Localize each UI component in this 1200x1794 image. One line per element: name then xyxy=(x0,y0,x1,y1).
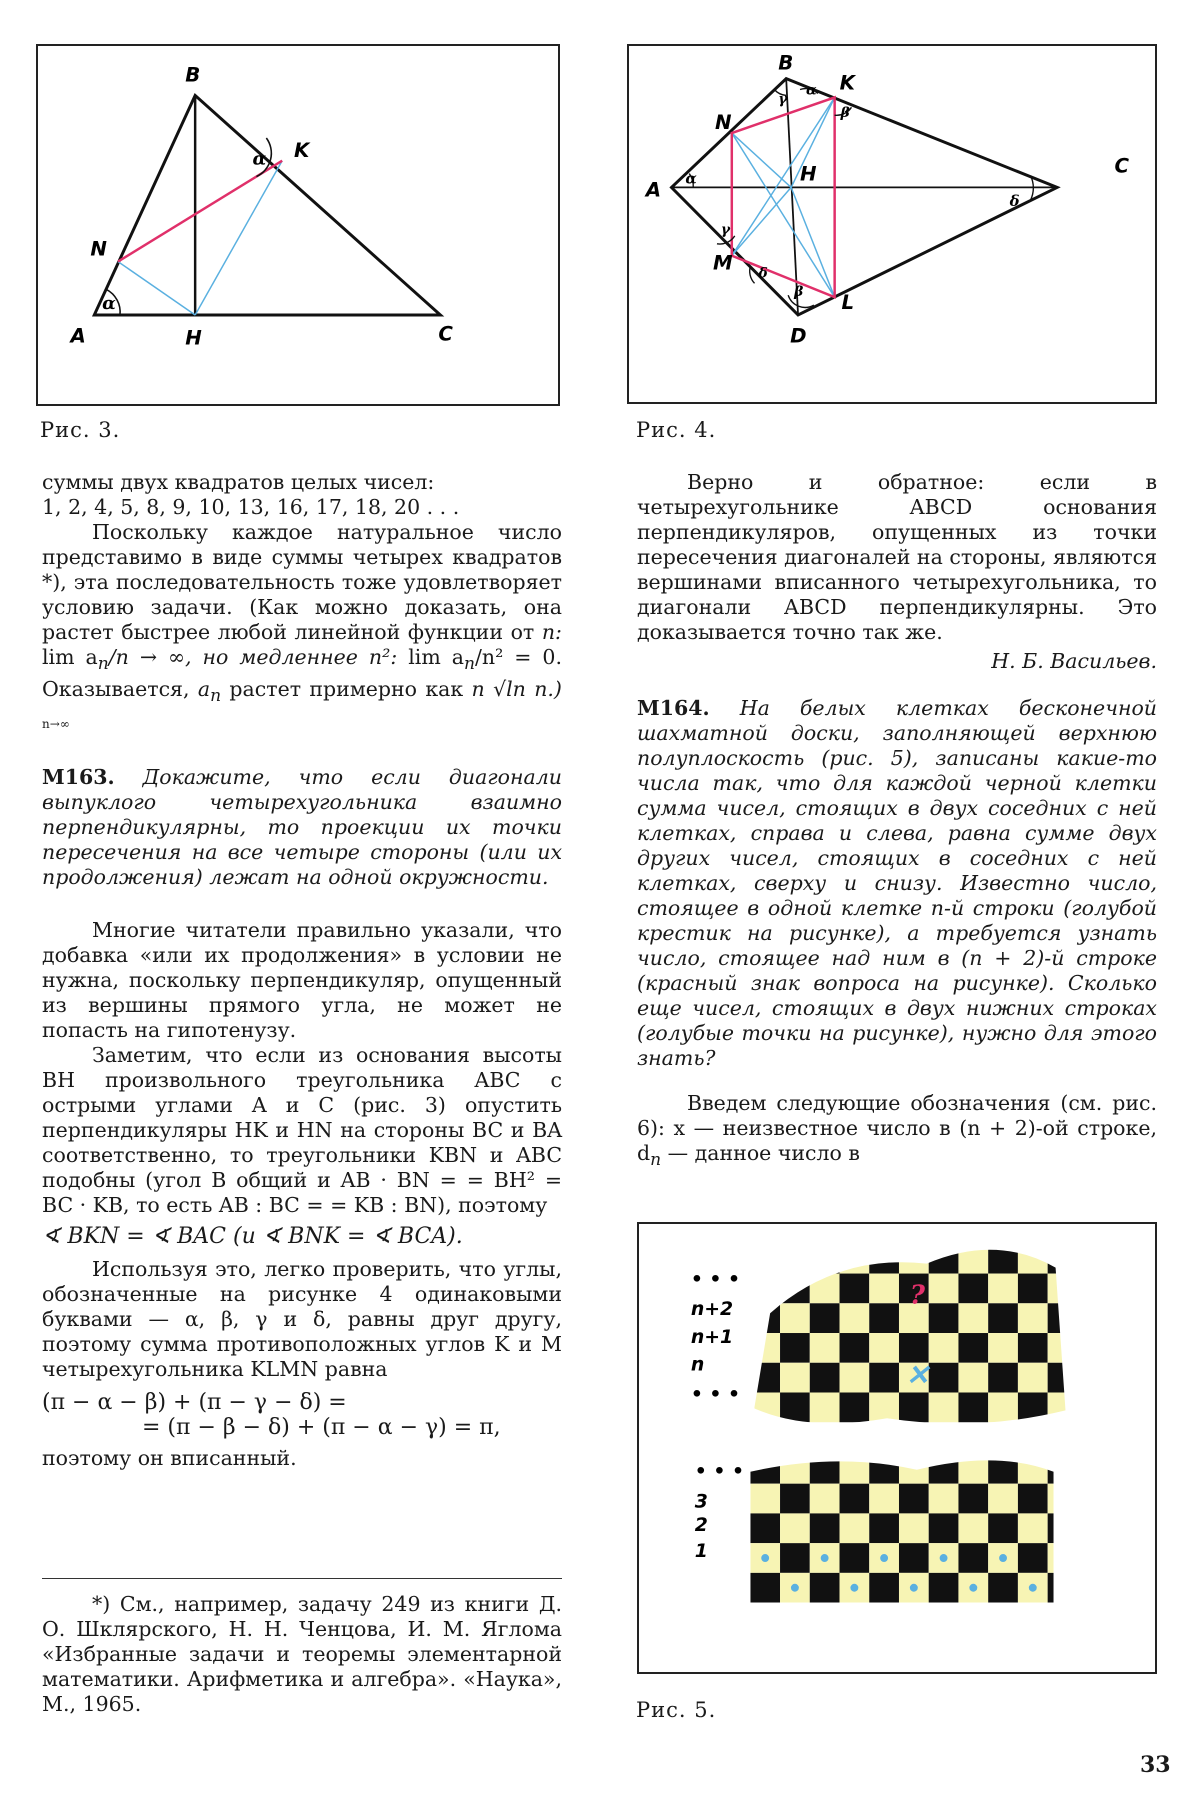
row-label-top: n+2 xyxy=(690,1299,734,1321)
white-cell xyxy=(899,1454,929,1484)
question-mark: ? xyxy=(909,1280,925,1311)
white-cell xyxy=(899,1513,929,1543)
black-cell xyxy=(810,1244,840,1274)
black-cell xyxy=(988,1303,1018,1333)
blue-dot xyxy=(940,1554,948,1562)
black-cell xyxy=(929,1513,959,1543)
footnote-rule xyxy=(42,1578,562,1579)
perp-hn xyxy=(118,262,195,315)
black-cell xyxy=(929,1363,959,1393)
black-cell xyxy=(929,1573,959,1603)
row-label-bottom: 1 xyxy=(694,1541,708,1563)
row-label-bottom: • • • xyxy=(694,1461,745,1483)
white-cell xyxy=(899,1244,929,1274)
blue-dot xyxy=(1059,1554,1067,1562)
black-cell xyxy=(780,1543,810,1573)
white-cell xyxy=(750,1274,780,1304)
left-para-5: Используя это, легко проверить, что углы, обозначенные на рисунке 4 одинаковыми буквами — α, β, γ и δ, равны друг другу, поэтому сумма противоположных углов K и M четырехугольника KLMN равна xyxy=(42,1257,562,1382)
row-label-top: • • • xyxy=(690,1384,741,1406)
page-number: 33 xyxy=(1140,1752,1171,1778)
white-cell xyxy=(988,1333,1018,1363)
white-cell xyxy=(869,1274,899,1304)
white-cell xyxy=(810,1274,840,1304)
left-para-4: Заметим, что если из основания высоты BH произвольного треугольника ABC с острыми углами A и C (рис. 3) опустить перпендикуляры HK и HN на стороны BC и BA соответственно, то треугольники KBN и ABC подобны (угол B общий и AB · BN = = BH² = BC · KB, то есть AB : BC = = KB : BN), поэтому xyxy=(42,1043,562,1218)
white-cell xyxy=(840,1244,870,1274)
board-top xyxy=(750,1244,1077,1422)
formula-angles: ∢ BKN = ∢ BAC (и ∢ BNK = ∢ BCA). xyxy=(42,1224,463,1250)
black-cell xyxy=(1018,1333,1048,1363)
black-cell xyxy=(810,1303,840,1333)
black-cell xyxy=(750,1244,780,1274)
label-b: B xyxy=(185,63,201,87)
black-cell xyxy=(780,1333,810,1363)
perp-hk xyxy=(195,161,282,315)
black-cell xyxy=(988,1454,1018,1484)
formula-sum-2: = (π − β − δ) + (π − α − γ) = π, xyxy=(142,1415,501,1441)
white-cell xyxy=(1018,1513,1048,1543)
figure-5-drawing xyxy=(639,1224,1155,1672)
blue-dot xyxy=(1029,1584,1037,1592)
blue-dot xyxy=(880,1554,888,1562)
white-cell xyxy=(958,1454,988,1484)
white-cell xyxy=(810,1392,840,1422)
white-cell xyxy=(780,1454,810,1484)
black-cell xyxy=(869,1303,899,1333)
black-cell xyxy=(1048,1513,1078,1543)
cross-mark: ✕ xyxy=(905,1358,930,1392)
signature: Н. Б. Васильев. xyxy=(991,649,1157,673)
white-cell xyxy=(780,1244,810,1274)
angle-beta-k: β xyxy=(840,105,850,122)
white-cell xyxy=(780,1303,810,1333)
black-cell xyxy=(869,1573,899,1603)
black-cell xyxy=(810,1513,840,1543)
white-cell xyxy=(929,1484,959,1514)
white-cell xyxy=(1018,1454,1048,1484)
white-cell xyxy=(840,1303,870,1333)
blue-dot xyxy=(850,1584,858,1592)
white-cell xyxy=(840,1363,870,1393)
black-cell xyxy=(840,1543,870,1573)
black-cell xyxy=(750,1454,780,1484)
lim-subscript: n→∞ xyxy=(42,717,70,732)
black-cell xyxy=(750,1363,780,1393)
white-cell xyxy=(1018,1303,1048,1333)
black-cell xyxy=(1048,1303,1078,1333)
label-b: B xyxy=(778,51,794,75)
black-cell xyxy=(750,1303,780,1333)
label-k: K xyxy=(839,71,855,95)
blue-dot xyxy=(761,1554,769,1562)
white-cell xyxy=(810,1333,840,1363)
white-cell xyxy=(988,1274,1018,1304)
black-cell xyxy=(1048,1573,1078,1603)
left-para-3: Многие читатели правильно указали, что добавка «или их продолжения» в условии не нужна, поскольку перпендикуляр, опущенный из вершины прямого угла, не может не попасть на гипотенузу. xyxy=(42,918,562,1043)
black-cell xyxy=(988,1513,1018,1543)
blue-dot xyxy=(910,1584,918,1592)
right-para-2: Введем следующие обозначения (см. рис. 6): x — неизвестное число в (n + 2)-ой строке, $d_n$ — данное число в xyxy=(637,1091,1157,1171)
black-cell xyxy=(869,1363,899,1393)
angle-alpha-k: α xyxy=(252,148,267,170)
black-cell xyxy=(958,1333,988,1363)
blue-dot xyxy=(791,1584,799,1592)
angle-alpha-b: α xyxy=(805,82,817,99)
figure-4-caption: Рис. 4. xyxy=(636,418,717,442)
white-cell xyxy=(869,1484,899,1514)
white-cell xyxy=(750,1392,780,1422)
black-cell xyxy=(810,1454,840,1484)
black-cell xyxy=(958,1543,988,1573)
label-h: H xyxy=(800,162,817,186)
white-cell xyxy=(988,1484,1018,1514)
black-cell xyxy=(929,1303,959,1333)
white-cell xyxy=(1048,1392,1078,1422)
left-sequence: 1, 2, 4, 5, 8, 9, 10, 13, 16, 17, 18, 20 . . . xyxy=(42,495,460,519)
white-cell xyxy=(750,1333,780,1363)
white-cell xyxy=(840,1513,870,1543)
row-label-top: n+1 xyxy=(690,1326,734,1348)
formula-sum-1: (π − α − β) + (π − γ − δ) = xyxy=(42,1390,347,1416)
figure-4 xyxy=(627,44,1157,404)
left-para-6: поэтому он вписанный. xyxy=(42,1446,297,1471)
label-l: L xyxy=(841,291,855,315)
blue-dot xyxy=(969,1584,977,1592)
black-cell xyxy=(840,1333,870,1363)
figure-3 xyxy=(36,44,560,406)
black-cell xyxy=(810,1363,840,1393)
white-cell xyxy=(1018,1363,1048,1393)
black-cell xyxy=(1018,1274,1048,1304)
angle-alpha-a: α xyxy=(685,170,697,188)
black-cell xyxy=(840,1392,870,1422)
label-d: D xyxy=(790,324,807,348)
angle-delta-m: δ xyxy=(758,265,768,282)
label-k: K xyxy=(294,138,310,162)
label-c: C xyxy=(1114,154,1130,178)
figure-5 xyxy=(637,1222,1157,1674)
black-cell xyxy=(929,1244,959,1274)
black-cell xyxy=(750,1573,780,1603)
angle-alpha-a: α xyxy=(102,293,116,315)
left-para-2: Поскольку каждое натуральное число представимо в виде суммы четырех квадратов *), эта последовательность тоже удовлетворяет условию задачи. (Как можно доказать, она растет быстрее любой линейной функции от n: $\lim a_n/n$ → ∞, но медленнее n²: $\lim a_n/n^2 = 0$. Оказывается, $a_n$ растет примерно как n √ln n.) n→∞ xyxy=(42,520,562,732)
white-cell xyxy=(1048,1274,1078,1304)
white-cell xyxy=(750,1484,780,1514)
white-cell xyxy=(929,1333,959,1363)
black-cell xyxy=(988,1244,1018,1274)
right-para-1: Верно и обратное: если в четырехугольнике ABCD основания перпендикуляров, опущенных из точки пересечения диагоналей на стороны, являются вершинами вписанного четырехугольника, то диагонали ABCD перпендикулярны. Это доказывается точно так же. xyxy=(637,470,1158,644)
black-cell xyxy=(988,1363,1018,1393)
white-cell xyxy=(869,1392,899,1422)
left-column xyxy=(42,470,562,1471)
white-cell xyxy=(840,1454,870,1484)
row-label-top: n xyxy=(690,1354,705,1376)
white-cell xyxy=(1018,1244,1048,1274)
black-cell xyxy=(780,1274,810,1304)
angle-gamma-m: γ xyxy=(720,221,731,238)
white-cell xyxy=(988,1392,1018,1422)
black-cell xyxy=(750,1513,780,1543)
black-cell xyxy=(1018,1543,1048,1573)
white-cell xyxy=(929,1274,959,1304)
row-label-top: • • • xyxy=(690,1269,741,1291)
black-cell xyxy=(869,1513,899,1543)
angle-beta-d: β xyxy=(794,284,804,301)
black-cell xyxy=(899,1392,929,1422)
black-cell xyxy=(1018,1484,1048,1514)
white-cell xyxy=(1048,1333,1078,1363)
label-a: A xyxy=(645,178,662,202)
figure-5-caption: Рис. 5. xyxy=(636,1698,717,1722)
black-cell xyxy=(1018,1392,1048,1422)
black-cell xyxy=(869,1244,899,1274)
black-cell xyxy=(899,1484,929,1514)
right-column xyxy=(637,470,1157,1173)
label-a: A xyxy=(70,324,86,348)
footnote: *) См., например, задачу 249 из книги Д. О. Шклярского, Н. Н. Ченцова, И. М. Яглома «Избранные задачи и теоремы элементарной математики. Арифметика и алгебра». «Наука», М., 1965. xyxy=(42,1592,562,1716)
white-cell xyxy=(929,1392,959,1422)
left-para-1: суммы двух квадратов целых чисел: xyxy=(42,470,435,494)
black-cell xyxy=(899,1543,929,1573)
figure-4-drawing xyxy=(629,46,1155,402)
figure-3-caption: Рис. 3. xyxy=(40,418,121,442)
white-cell xyxy=(1048,1484,1078,1514)
black-cell xyxy=(780,1484,810,1514)
black-cell xyxy=(840,1274,870,1304)
black-cell xyxy=(929,1454,959,1484)
m163-problem: М163. Докажите, что если диагонали выпуклого четырехугольника взаимно перпендикулярны, то проекции их точки пересечения на все четыре стороны (или их продолжения) лежат на одной окружности. xyxy=(42,765,562,890)
black-cell xyxy=(958,1392,988,1422)
label-n: N xyxy=(714,111,732,135)
board-bottom xyxy=(750,1454,1077,1603)
white-cell xyxy=(958,1303,988,1333)
black-cell xyxy=(869,1454,899,1484)
white-cell xyxy=(958,1244,988,1274)
black-cell xyxy=(958,1274,988,1304)
black-cell xyxy=(810,1573,840,1603)
white-cell xyxy=(1048,1543,1078,1573)
black-cell xyxy=(988,1573,1018,1603)
black-cell xyxy=(1048,1244,1078,1274)
blue-dot xyxy=(999,1554,1007,1562)
blue-dot xyxy=(821,1554,829,1562)
m164-problem: М164. На белых клетках бесконечной шахматной доски, заполняющей верхнюю полуплоскость (рис. 5), записаны какие-то числа так, что для каждой черной клетки сумма чисел, стоящих в двух соседних с ней клетках, справа и слева, равна сумме двух других чисел, стоящих в соседних с ней клетках, сверху и снизу. Известно число, стоящее в одной клетке n-й строки (голубой крестик на рисунке), а требуется узнать число, стоящее над ним в (n + 2)-й строке (красный знак вопроса на рисунке). Сколько еще чисел, стоящих в двух нижних строках (голубые точки на рисунке), нужно для этого знать? xyxy=(637,696,1157,1070)
white-cell xyxy=(780,1513,810,1543)
white-cell xyxy=(958,1513,988,1543)
row-label-bottom: 2 xyxy=(694,1515,708,1537)
label-c: C xyxy=(438,322,453,346)
label-h: H xyxy=(185,326,202,350)
black-cell xyxy=(840,1484,870,1514)
white-cell xyxy=(780,1363,810,1393)
figure-3-drawing xyxy=(38,46,558,404)
white-cell xyxy=(958,1363,988,1393)
triangle-abc xyxy=(94,95,440,315)
white-cell xyxy=(869,1333,899,1363)
label-n: N xyxy=(90,237,107,261)
black-cell xyxy=(1048,1454,1078,1484)
black-cell xyxy=(958,1484,988,1514)
angle-gamma-b: γ xyxy=(778,91,788,108)
white-cell xyxy=(810,1484,840,1514)
angle-delta-c: δ xyxy=(1009,193,1020,211)
row-label-bottom: 3 xyxy=(694,1491,708,1513)
label-m: M xyxy=(713,251,733,275)
black-cell xyxy=(1048,1363,1078,1393)
black-cell xyxy=(780,1392,810,1422)
